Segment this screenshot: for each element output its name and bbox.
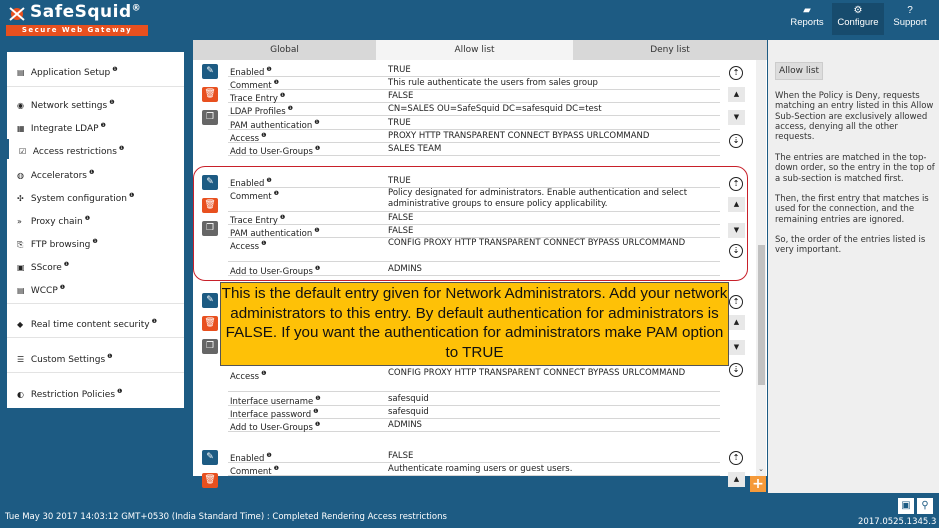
nav-support-label: Support [893, 17, 927, 28]
wccp-icon: ▤ [17, 286, 25, 295]
info-icon[interactable]: ❶ [314, 265, 321, 272]
help-icon: ? [907, 5, 913, 16]
delete-entry-button[interactable]: 🗑 [202, 198, 218, 213]
tab-global[interactable]: Global [193, 40, 376, 60]
sidebar-item-label: Custom Settings [30, 355, 106, 365]
field-row-user-groups[interactable] [228, 263, 720, 276]
tab-deny-list[interactable]: Deny list [573, 40, 767, 60]
delete-entry-button[interactable]: 🗑 [202, 316, 218, 331]
field-value: Policy designated for administrators. Enable authentication and select administrative groups to ensure policy applicability. [388, 188, 688, 209]
field-value: SALES TEAM [388, 144, 442, 154]
nav-reports-button[interactable] [785, 3, 829, 35]
info-icon[interactable]: ❶ [287, 105, 294, 112]
tab-allow-list[interactable]: Allow list [376, 40, 573, 60]
field-row-comment[interactable] [228, 463, 720, 476]
field-value: CN=SALES OU=SafeSquid DC=safesquid DC=test [388, 104, 602, 114]
sidebar-item-label: WCCP [30, 286, 58, 296]
sidebar-item-label: System configuration [30, 194, 127, 204]
info-icon[interactable]: ❶ [63, 261, 70, 268]
info-icon[interactable]: ❶ [109, 99, 115, 106]
info-icon[interactable]: ❶ [314, 227, 320, 234]
move-top-button[interactable]: ⇡ [729, 177, 743, 191]
help-paragraph: So, the order of the entries listed is very important. [775, 235, 926, 256]
field-value: CONFIG PROXY HTTP TRANSPARENT CONNECT BYPASS URLCOMMAND [388, 238, 686, 248]
help-paragraph: The entries are matched in the top-down order, so the entry in the top of a sub-section is matched first. [775, 153, 935, 184]
info-icon[interactable]: ❶ [279, 214, 286, 221]
sidebar-item-label: SScore [30, 263, 62, 273]
edit-entry-button[interactable]: ✎ [202, 293, 218, 308]
sidebar-item-access-restrictions[interactable] [7, 139, 184, 159]
info-icon[interactable]: ❶ [314, 145, 321, 152]
sscore-icon: ▣ [17, 263, 25, 272]
field-row-enabled[interactable] [228, 450, 720, 463]
sidebar-item-label: FTP browsing [30, 240, 91, 250]
field-label: Enabled $^❶$ [230, 66, 272, 78]
proxy-chain-icon: » [17, 217, 22, 226]
field-value: FALSE [388, 91, 414, 101]
nav-reports-label: Reports [790, 17, 824, 28]
field-value: FALSE [388, 226, 414, 236]
field-label: PAM authentication $^❶$ [230, 227, 320, 239]
field-row-trace-entry[interactable] [228, 90, 720, 103]
help-panel [768, 40, 939, 493]
move-bottom-button[interactable]: ⇣ [729, 134, 743, 148]
sidebar-item-label: Access restrictions [32, 147, 117, 157]
info-icon[interactable]: ❶ [273, 190, 280, 197]
info-icon[interactable]: ❶ [129, 192, 135, 199]
move-top-button[interactable]: ⇡ [729, 451, 743, 465]
move-down-button[interactable]: ▼ [728, 223, 745, 238]
nav-configure-label: Configure [837, 17, 879, 28]
info-icon[interactable]: ❶ [112, 66, 118, 73]
move-bottom-button[interactable]: ⇣ [729, 363, 743, 377]
custom-settings-icon: ☰ [17, 355, 25, 364]
logo-tagline: Secure Web Gateway [6, 25, 148, 36]
field-value: safesquid [388, 394, 429, 404]
copy-entry-button[interactable]: ❐ [202, 339, 218, 354]
restriction-policies-icon: ◐ [17, 390, 24, 399]
field-value: PROXY HTTP TRANSPARENT CONNECT BYPASS URLCOMMAND [388, 131, 650, 141]
delete-entry-button[interactable]: 🗑 [202, 473, 218, 488]
info-icon[interactable]: ❶ [118, 145, 125, 152]
move-up-button[interactable]: ▲ [728, 197, 745, 212]
sidebar-item-label: Accelerators [30, 171, 87, 181]
sidebar-item-sscore[interactable] [7, 255, 184, 275]
entries-panel [193, 60, 767, 485]
edit-entry-button[interactable]: ✎ [202, 450, 218, 465]
move-bottom-button[interactable]: ⇣ [729, 244, 743, 258]
save-icon[interactable]: ▣ [898, 498, 914, 514]
sidebar-item-integrate-ldap[interactable] [7, 116, 184, 136]
help-paragraph: When the Policy is Deny, requests matching an entry listed in this Allow Sub-Section are exclusively allowed access, denying all the other requests. [775, 91, 934, 143]
ftp-icon: ⎘ [17, 240, 24, 249]
field-row-enabled[interactable] [228, 175, 720, 188]
info-icon[interactable]: ❶ [279, 92, 286, 99]
field-label: Comment $^❶$ [230, 190, 280, 202]
scroll-down-icon[interactable]: ⌄ [758, 465, 764, 473]
field-label: Access $^❶$ [230, 240, 267, 252]
info-icon[interactable]: ❶ [266, 452, 272, 459]
field-label: LDAP Profiles $^❶$ [230, 105, 294, 117]
field-value: FALSE [388, 451, 414, 461]
field-label: Comment $^❶$ [230, 465, 280, 477]
field-label: Trace Entry $^❶$ [230, 214, 286, 226]
logo-text: SafeSquid® [30, 2, 142, 22]
help-paragraph: Then, the first entry that matches is used for the connection, and the remaining entries are ignored. [775, 194, 929, 225]
info-icon[interactable]: ❶ [92, 238, 98, 245]
scrollbar-thumb[interactable] [758, 245, 765, 385]
sidebar-item-label: Network settings [30, 101, 108, 111]
field-value: This rule authenticate the users from sales group [388, 78, 598, 88]
squid-logo-icon [8, 6, 26, 22]
left-sidebar [7, 52, 184, 408]
info-icon[interactable]: ❶ [313, 408, 319, 415]
field-row-user-groups[interactable] [228, 419, 720, 432]
field-value: Authenticate roaming users or guest users. [388, 464, 573, 474]
status-text: Tue May 30 2017 14:03:12 GMT+0530 (India Standard Time) : Completed Rendering Access restrictions [5, 512, 447, 522]
info-icon[interactable]: ❶ [84, 215, 91, 222]
version-text: 2017.0525.1345.3 [858, 517, 937, 527]
divider [7, 303, 184, 304]
safesquid-logo[interactable] [4, 2, 152, 36]
field-label: Interface password $^❶$ [230, 408, 319, 420]
ldap-icon: ▦ [17, 124, 25, 133]
field-label: Enabled $^❶$ [230, 177, 272, 189]
info-icon[interactable]: ❶ [107, 353, 113, 360]
add-entry-button[interactable]: + [750, 476, 766, 492]
field-value: FALSE [388, 213, 414, 223]
field-row-user-groups[interactable] [228, 143, 720, 156]
delete-entry-button[interactable]: 🗑 [202, 87, 218, 102]
field-label: Access $^❶$ [230, 132, 267, 144]
divider [7, 372, 184, 373]
sidebar-item-label: Proxy chain [30, 217, 83, 227]
accelerator-icon: ◍ [17, 171, 24, 180]
field-row-trace-entry[interactable] [228, 212, 720, 225]
field-row-pam-authentication[interactable] [228, 225, 720, 238]
network-icon: ◉ [17, 101, 24, 110]
field-row-interface-username[interactable] [228, 393, 720, 406]
field-row-access[interactable] [228, 368, 720, 392]
move-up-button[interactable]: ▲ [728, 87, 745, 102]
sidebar-item-custom-settings[interactable] [7, 347, 184, 367]
sidebar-item-application-setup[interactable] [7, 60, 184, 80]
info-icon[interactable]: ❶ [261, 240, 267, 247]
sidebar-item-system-configuration[interactable] [7, 186, 184, 206]
help-title: Allow list [775, 62, 823, 80]
info-icon[interactable]: ❶ [117, 388, 123, 395]
info-icon[interactable]: ❶ [261, 132, 267, 139]
sidebar-item-ftp-browsing[interactable] [7, 232, 184, 252]
field-row-comment[interactable] [228, 77, 720, 90]
field-value: CONFIG PROXY HTTP TRANSPARENT CONNECT BYPASS URLCOMMAND [388, 368, 686, 378]
move-down-button[interactable]: ▼ [728, 340, 745, 355]
sidebar-item-network-settings[interactable] [7, 93, 184, 113]
sidebar-item-label: Application Setup [30, 68, 111, 78]
info-icon[interactable]: ❶ [314, 421, 321, 428]
field-row-enabled[interactable] [228, 64, 720, 77]
field-row-interface-password[interactable] [228, 406, 720, 419]
status-bar [0, 493, 939, 528]
field-label: Add to User-Groups $^❶$ [230, 145, 321, 157]
move-top-button[interactable]: ⇡ [729, 66, 743, 80]
field-label: Comment $^❶$ [230, 79, 280, 91]
field-label: PAM authentication $^❶$ [230, 119, 320, 131]
info-icon[interactable]: ❶ [151, 318, 157, 325]
application-setup-icon: ▤ [17, 68, 25, 77]
field-label: Add to User-Groups $^❶$ [230, 265, 321, 277]
info-icon[interactable]: ❶ [273, 79, 280, 86]
edit-entry-button[interactable]: ✎ [202, 175, 218, 190]
nav-support-button[interactable] [888, 3, 932, 35]
annotation-callout: This is the default entry given for Network Administrators. Add your network administrators to this entry. By default authentication for administrators is FALSE. If you want the authentication for administrators make PAM option to TRUE [220, 282, 729, 366]
system-config-icon: ✣ [17, 194, 24, 203]
info-icon[interactable]: ❶ [59, 284, 66, 291]
field-label: Add to User-Groups $^❶$ [230, 421, 321, 433]
info-icon[interactable]: ❶ [315, 395, 321, 402]
divider [7, 337, 184, 338]
info-icon[interactable]: ❶ [100, 122, 106, 129]
info-icon[interactable]: ❶ [273, 465, 280, 472]
edit-entry-button[interactable]: ✎ [202, 64, 218, 79]
sidebar-item-label: Real time content security [30, 320, 150, 330]
info-icon[interactable]: ❶ [88, 169, 95, 176]
field-label: Interface username $^❶$ [230, 395, 321, 407]
field-label: Access $^❶$ [230, 370, 267, 382]
field-value: ADMINS [388, 264, 422, 274]
field-value: safesquid [388, 407, 429, 417]
top-header [0, 0, 939, 38]
field-value: ADMINS [388, 420, 422, 430]
move-up-button[interactable]: ▲ [728, 315, 745, 330]
copy-entry-button[interactable]: ❐ [202, 110, 218, 125]
sidebar-item-label: Restriction Policies [30, 390, 116, 400]
nav-configure-button[interactable] [832, 3, 884, 35]
copy-entry-button[interactable]: ❐ [202, 221, 218, 236]
checkbox-icon: ☑ [19, 147, 27, 156]
search-icon[interactable]: ⚲ [917, 498, 933, 514]
sidebar-item-restriction-policies[interactable] [7, 382, 184, 402]
field-value: TRUE [388, 176, 411, 186]
field-label: Trace Entry $^❶$ [230, 92, 286, 104]
gear-icon: ⚙ [853, 5, 863, 16]
sidebar-item-real-time-content-security[interactable] [7, 312, 184, 332]
divider [7, 86, 184, 87]
field-row-ldap-profiles[interactable] [228, 103, 720, 116]
move-top-button[interactable]: ⇡ [729, 295, 743, 309]
sidebar-item-label: Integrate LDAP [30, 124, 99, 134]
move-up-button[interactable]: ▲ [728, 472, 745, 487]
info-icon[interactable]: ❶ [266, 177, 272, 184]
field-row-pam-authentication[interactable] [228, 117, 720, 130]
sidebar-item-accelerators[interactable] [7, 163, 184, 183]
list-tabs [193, 40, 767, 60]
sidebar-item-proxy-chain[interactable] [7, 209, 184, 229]
field-value: TRUE [388, 65, 411, 75]
field-row-access[interactable] [228, 130, 720, 143]
field-row-access[interactable] [228, 238, 720, 262]
field-value: TRUE [388, 118, 411, 128]
move-down-button[interactable]: ▼ [728, 110, 745, 125]
info-icon[interactable]: ❶ [266, 66, 272, 73]
field-row-comment[interactable] [228, 188, 720, 212]
info-icon[interactable]: ❶ [314, 119, 320, 126]
sidebar-item-wccp[interactable] [7, 278, 184, 298]
info-icon[interactable]: ❶ [261, 370, 267, 377]
field-label: Enabled $^❶$ [230, 452, 272, 464]
chart-icon: ▰ [803, 5, 811, 16]
content-security-icon: ◆ [17, 320, 24, 329]
